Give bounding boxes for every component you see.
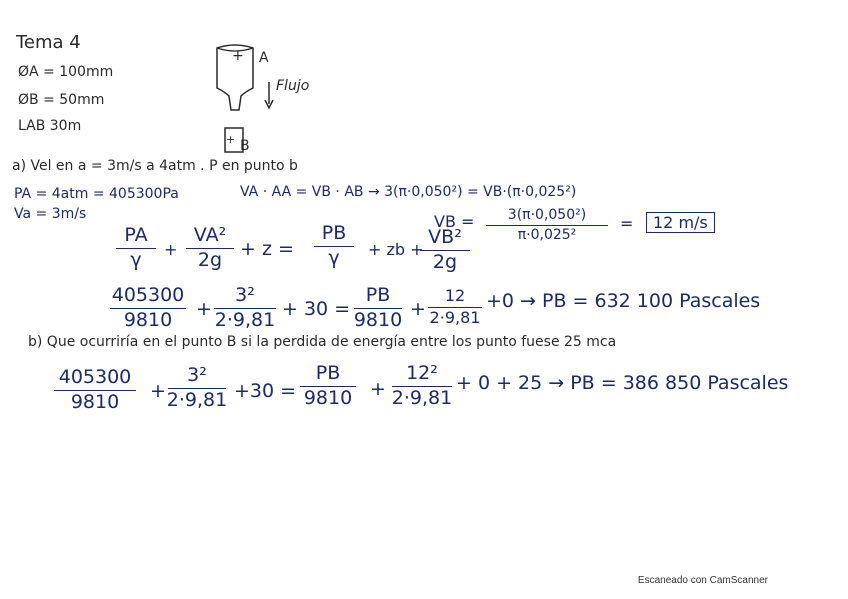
- velocity-a-line: Va = 3m/s: [14, 206, 87, 222]
- topic-title: Tema 4: [16, 32, 81, 53]
- bern-term-vb: [420, 228, 470, 273]
- num-a-3-num: PB: [365, 284, 391, 306]
- vb-result: 12 m/s: [646, 212, 715, 233]
- bern-plus-1: +: [164, 240, 178, 259]
- num-b-term-3: [300, 364, 356, 409]
- num-a-4-num: 12: [444, 286, 466, 305]
- plus-sign-bottom: +: [226, 133, 236, 146]
- num-a-term-2: [214, 286, 276, 331]
- pipe-length: LAB 30m: [18, 118, 82, 134]
- bern-term-pa: [116, 226, 156, 271]
- vb-denominator: π·0,025²: [517, 226, 577, 243]
- num-b-3-den: 9810: [303, 386, 353, 409]
- num-a-4-den: 2·9,81: [429, 307, 481, 327]
- num-a-term-4: [428, 288, 482, 327]
- num-b-1-den: 9810: [70, 390, 120, 413]
- num-a-plus-2: +: [410, 298, 426, 320]
- plus-sign-top: +: [232, 48, 244, 64]
- num-b-3-num: PB: [315, 362, 341, 384]
- num-b-term-4: [392, 364, 452, 409]
- bern-vb-den: 2g: [432, 250, 458, 273]
- flow-label: Flujo: [276, 78, 310, 94]
- continuity-equation: VA · AA = VB · AB → 3(π·0,050²) = VB·(π·0,025²): [240, 184, 577, 200]
- bern-mid-2: + zb +: [368, 240, 424, 259]
- diameter-a: ØA = 100mm: [18, 64, 114, 80]
- num-b-2-den: 2·9,81: [166, 388, 228, 411]
- num-b-4-den: 2·9,81: [391, 386, 453, 409]
- question-a: a) Vel en a = 3m/s a 4atm . P en punto b: [12, 158, 298, 174]
- num-b-1-num: 405300: [58, 366, 132, 388]
- num-a-1-num: 405300: [111, 284, 185, 306]
- diameter-b: ØB = 50mm: [18, 92, 105, 108]
- result-a: +0 → PB = 632 100 Pascales: [486, 290, 761, 312]
- pressure-a-line: PA = 4atm = 405300Pa: [14, 186, 179, 202]
- num-b-term-1: [54, 368, 136, 413]
- bern-vb-num: VB²: [428, 226, 462, 248]
- bern-pa-num: PA: [124, 224, 148, 246]
- point-a-label: A: [259, 50, 269, 66]
- num-b-plus-1: +: [150, 380, 166, 402]
- vb-label: VB =: [434, 212, 475, 231]
- num-b-plus-2: +: [370, 378, 386, 400]
- num-a-1-den: 9810: [123, 308, 173, 331]
- bern-mid-1: + z =: [240, 238, 294, 260]
- fraction-bar: [486, 225, 608, 226]
- num-b-2-num: 3²: [187, 364, 207, 386]
- num-a-3-den: 9810: [353, 308, 403, 331]
- pipe-diagram: [205, 40, 335, 160]
- bern-term-pb: [314, 224, 354, 269]
- num-a-term-1: [110, 286, 186, 331]
- point-b-label: B: [240, 138, 250, 154]
- scanner-watermark: Escaneado con CamScanner: [637, 575, 768, 586]
- bern-pa-den: γ: [130, 248, 142, 271]
- bern-pb-den: γ: [328, 246, 340, 269]
- result-b: + 0 + 25 → PB = 386 850 Pascales: [456, 372, 789, 394]
- num-a-plus-1: +: [196, 298, 212, 320]
- num-a-mid: + 30 =: [282, 298, 351, 320]
- num-b-mid: +30 =: [234, 380, 297, 402]
- vb-equals: =: [620, 214, 634, 233]
- bern-va-den: 2g: [197, 248, 223, 271]
- num-a-term-3: [354, 286, 402, 331]
- num-a-2-den: 2·9,81: [214, 308, 276, 331]
- bern-va-num: VA²: [193, 224, 227, 246]
- num-b-term-2: [168, 366, 226, 411]
- vb-numerator: 3(π·0,050²): [507, 207, 587, 223]
- vb-fraction: [486, 208, 608, 242]
- bern-pb-num: PB: [321, 222, 347, 244]
- question-b: b) Que ocurriría en el punto B si la perdida de energía entre los punto fuese 25 mca: [28, 334, 617, 350]
- num-a-2-num: 3²: [235, 284, 255, 306]
- num-b-4-num: 12²: [406, 362, 438, 384]
- bern-term-va: [186, 226, 234, 271]
